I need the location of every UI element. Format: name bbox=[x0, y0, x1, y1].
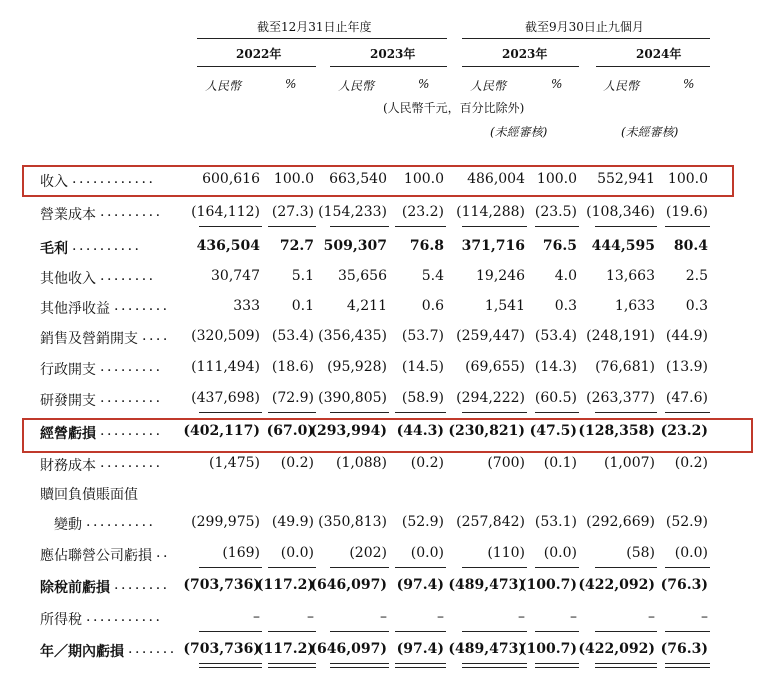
amount-cell: 1,541 bbox=[484, 298, 525, 314]
amount-cell: (646,097) bbox=[310, 577, 387, 593]
percent-cell: 5.1 bbox=[291, 268, 314, 284]
total-double-rule bbox=[462, 663, 527, 668]
year-header-2022: 2022年 bbox=[236, 47, 282, 61]
amount-cell: 333 bbox=[233, 298, 260, 314]
subtotal-rule bbox=[395, 412, 446, 413]
subtotal-rule bbox=[595, 226, 657, 227]
amount-cell: (292,669) bbox=[586, 514, 655, 530]
row-label: 其他收入 bbox=[40, 271, 96, 287]
amount-cell: 436,504 bbox=[196, 238, 260, 254]
amount-cell: 4,211 bbox=[346, 298, 387, 314]
percent-cell: (13.9) bbox=[665, 359, 708, 375]
percent-header: % bbox=[418, 77, 430, 91]
amount-cell: (1,007) bbox=[603, 455, 655, 471]
row-label: 經營虧損 bbox=[40, 426, 96, 442]
subtotal-rule bbox=[330, 631, 389, 632]
leader-dots: ........ bbox=[100, 268, 156, 284]
subtotal-rule bbox=[535, 567, 579, 568]
percent-header: % bbox=[683, 77, 695, 91]
row-label: 變動 bbox=[40, 517, 82, 533]
amount-cell: 35,656 bbox=[338, 268, 387, 284]
percent-cell: (117.2) bbox=[256, 577, 314, 593]
unaudited-note-2024: (未經審核) bbox=[621, 125, 679, 139]
leader-dots: ......... bbox=[100, 359, 163, 375]
amount-cell: (257,842) bbox=[456, 514, 525, 530]
percent-cell: – bbox=[701, 609, 708, 625]
amount-cell: 509,307 bbox=[323, 238, 387, 254]
percent-cell: (60.5) bbox=[534, 390, 577, 406]
amount-cell: (350,813) bbox=[318, 514, 387, 530]
amount-cell: (1,475) bbox=[208, 455, 260, 471]
percent-cell: 0.3 bbox=[685, 298, 708, 314]
percent-cell: (53.1) bbox=[534, 514, 577, 530]
leader-dots: .......... bbox=[72, 238, 142, 254]
row-label: 收入 bbox=[40, 174, 68, 190]
subtotal-rule bbox=[665, 631, 710, 632]
amount-cell: (422,092) bbox=[578, 577, 655, 593]
amount-cell: 30,747 bbox=[211, 268, 260, 284]
amount-cell: 19,246 bbox=[476, 268, 525, 284]
percent-cell: (0.0) bbox=[410, 545, 444, 561]
amount-cell: (356,435) bbox=[318, 328, 387, 344]
percent-cell: (44.3) bbox=[396, 423, 444, 439]
percent-cell: (18.6) bbox=[271, 359, 314, 375]
year-rule-3 bbox=[462, 66, 579, 67]
leader-dots: .. bbox=[156, 545, 170, 561]
amount-cell: (164,112) bbox=[191, 204, 260, 220]
leader-dots: ......... bbox=[100, 423, 163, 439]
subtotal-rule bbox=[665, 412, 710, 413]
subtotal-rule bbox=[535, 412, 579, 413]
year-header-2023-9m: 2023年 bbox=[502, 47, 548, 61]
subtotal-rule bbox=[462, 567, 527, 568]
leader-dots: ........ bbox=[114, 298, 170, 314]
percent-cell: 0.6 bbox=[421, 298, 444, 314]
percent-cell: (23.5) bbox=[534, 204, 577, 220]
percent-cell: (23.2) bbox=[660, 423, 708, 439]
leader-dots: ......... bbox=[100, 390, 163, 406]
amount-cell: (703,736) bbox=[183, 577, 260, 593]
leader-dots: ........... bbox=[86, 609, 163, 625]
amount-cell: (76,681) bbox=[595, 359, 655, 375]
amount-cell: (422,092) bbox=[578, 641, 655, 657]
amount-cell: (114,288) bbox=[456, 204, 525, 220]
leader-dots: ......... bbox=[100, 204, 163, 220]
percent-cell: 100.0 bbox=[273, 171, 314, 187]
percent-cell: – bbox=[437, 609, 444, 625]
percent-cell: 100.0 bbox=[536, 171, 577, 187]
amount-cell: (320,509) bbox=[191, 328, 260, 344]
leader-dots: .......... bbox=[86, 514, 156, 530]
percent-cell: 80.4 bbox=[673, 238, 708, 254]
leader-dots: ............ bbox=[72, 171, 156, 187]
subtotal-rule bbox=[268, 631, 316, 632]
subtotal-rule bbox=[395, 567, 446, 568]
subtotal-rule bbox=[199, 412, 262, 413]
total-double-rule bbox=[595, 663, 657, 668]
percent-cell: (0.0) bbox=[543, 545, 577, 561]
highlight-revenue bbox=[22, 165, 734, 197]
percent-cell: (19.6) bbox=[665, 204, 708, 220]
amount-cell: (169) bbox=[222, 545, 260, 561]
amount-cell: (299,975) bbox=[191, 514, 260, 530]
percent-cell: 72.7 bbox=[279, 238, 314, 254]
leader-dots: ....... bbox=[128, 641, 177, 657]
currency-header: 人民幣 bbox=[470, 79, 507, 93]
subtotal-rule bbox=[462, 412, 527, 413]
highlight-operating-loss bbox=[22, 418, 753, 453]
year-header-2023: 2023年 bbox=[370, 47, 416, 61]
amount-cell: 444,595 bbox=[591, 238, 655, 254]
amount-cell: (108,346) bbox=[586, 204, 655, 220]
year-rule-2 bbox=[330, 66, 447, 67]
percent-cell: (49.9) bbox=[271, 514, 314, 530]
amount-cell: (202) bbox=[349, 545, 387, 561]
amount-cell: (263,377) bbox=[586, 390, 655, 406]
percent-cell: (58.9) bbox=[401, 390, 444, 406]
amount-cell: (390,805) bbox=[318, 390, 387, 406]
subtotal-rule bbox=[330, 412, 389, 413]
percent-cell: (0.2) bbox=[410, 455, 444, 471]
subtotal-rule bbox=[665, 567, 710, 568]
amount-cell: (248,191) bbox=[586, 328, 655, 344]
currency-header: 人民幣 bbox=[205, 79, 242, 93]
percent-cell: (14.3) bbox=[534, 359, 577, 375]
subtotal-rule bbox=[462, 631, 527, 632]
year-header-2024-9m: 2024年 bbox=[636, 47, 682, 61]
subtotal-rule bbox=[199, 631, 262, 632]
amount-cell: (110) bbox=[487, 545, 525, 561]
percent-cell: (53.4) bbox=[271, 328, 314, 344]
percent-cell: (47.5) bbox=[529, 423, 577, 439]
row-label: 贖回負債賬面值 bbox=[40, 487, 138, 503]
percent-cell: (67.0) bbox=[266, 423, 314, 439]
subtotal-rule bbox=[268, 412, 316, 413]
percent-cell: (14.5) bbox=[401, 359, 444, 375]
total-double-rule bbox=[268, 663, 316, 668]
amount-cell: – bbox=[648, 609, 655, 625]
amount-cell: – bbox=[253, 609, 260, 625]
percent-cell: (52.9) bbox=[665, 514, 708, 530]
amount-cell: (293,994) bbox=[310, 423, 387, 439]
percent-cell: 76.8 bbox=[409, 238, 444, 254]
row-label: 財務成本 bbox=[40, 458, 96, 474]
row-label: 所得稅 bbox=[40, 612, 82, 628]
percent-cell: (100.7) bbox=[519, 577, 577, 593]
percent-cell: (0.0) bbox=[674, 545, 708, 561]
percent-cell: 0.1 bbox=[291, 298, 314, 314]
percent-cell: (100.7) bbox=[519, 641, 577, 657]
percent-cell: – bbox=[307, 609, 314, 625]
amount-cell: (58) bbox=[626, 545, 655, 561]
amount-cell: – bbox=[380, 609, 387, 625]
subtotal-rule bbox=[595, 412, 657, 413]
amount-cell: 600,616 bbox=[202, 171, 260, 187]
percent-cell: (27.3) bbox=[271, 204, 314, 220]
amount-cell: (111,494) bbox=[191, 359, 260, 375]
amount-cell: (128,358) bbox=[578, 423, 655, 439]
total-double-rule bbox=[665, 663, 710, 668]
amount-cell: (259,447) bbox=[456, 328, 525, 344]
amount-cell: (154,233) bbox=[318, 204, 387, 220]
unit-note: (人民幣千元，百分比除外) bbox=[383, 101, 525, 115]
amount-cell: 552,941 bbox=[597, 171, 655, 187]
percent-cell: (76.3) bbox=[660, 641, 708, 657]
amount-cell: (703,736) bbox=[183, 641, 260, 657]
subtotal-rule bbox=[462, 226, 527, 227]
percent-cell: (53.7) bbox=[401, 328, 444, 344]
percent-cell: (0.1) bbox=[543, 455, 577, 471]
row-label: 應佔聯營公司虧損 bbox=[40, 548, 152, 564]
percent-cell: (97.4) bbox=[396, 641, 444, 657]
percent-cell: (117.2) bbox=[256, 641, 314, 657]
percent-cell: (76.3) bbox=[660, 577, 708, 593]
percent-cell: 4.0 bbox=[554, 268, 577, 284]
amount-cell: (489,473) bbox=[448, 641, 525, 657]
subtotal-rule bbox=[199, 567, 262, 568]
row-label: 研發開支 bbox=[40, 393, 96, 409]
percent-cell: 0.3 bbox=[554, 298, 577, 314]
unaudited-note-2023: (未經審核) bbox=[490, 125, 548, 139]
row-label: 毛利 bbox=[40, 241, 68, 257]
percent-cell: (0.0) bbox=[280, 545, 314, 561]
group-header-nine-months: 截至9月30日止九個月 bbox=[525, 20, 644, 34]
group-rule-1 bbox=[197, 38, 447, 39]
subtotal-rule bbox=[268, 226, 316, 227]
amount-cell: – bbox=[518, 609, 525, 625]
subtotal-rule bbox=[268, 567, 316, 568]
amount-cell: (402,117) bbox=[183, 423, 260, 439]
percent-cell: – bbox=[570, 609, 577, 625]
subtotal-rule bbox=[395, 631, 446, 632]
row-label: 營業成本 bbox=[40, 207, 96, 223]
subtotal-rule bbox=[330, 567, 389, 568]
subtotal-rule bbox=[595, 631, 657, 632]
percent-cell: 100.0 bbox=[403, 171, 444, 187]
amount-cell: 371,716 bbox=[461, 238, 525, 254]
currency-header: 人民幣 bbox=[603, 79, 640, 93]
amount-cell: (1,088) bbox=[335, 455, 387, 471]
percent-cell: (44.9) bbox=[665, 328, 708, 344]
amount-cell: (437,698) bbox=[191, 390, 260, 406]
percent-header: % bbox=[285, 77, 297, 91]
subtotal-rule bbox=[535, 226, 579, 227]
percent-cell: (47.6) bbox=[665, 390, 708, 406]
percent-cell: (72.9) bbox=[271, 390, 314, 406]
total-double-rule bbox=[330, 663, 389, 668]
group-rule-2 bbox=[462, 38, 710, 39]
total-double-rule bbox=[395, 663, 446, 668]
percent-cell: (97.4) bbox=[396, 577, 444, 593]
percent-cell: (23.2) bbox=[401, 204, 444, 220]
percent-cell: 76.5 bbox=[542, 238, 577, 254]
percent-cell: (0.2) bbox=[280, 455, 314, 471]
amount-cell: (230,821) bbox=[448, 423, 525, 439]
percent-header: % bbox=[551, 77, 563, 91]
row-label: 除稅前虧損 bbox=[40, 580, 110, 596]
percent-cell: 2.5 bbox=[685, 268, 708, 284]
percent-cell: 5.4 bbox=[421, 268, 444, 284]
row-label: 銷售及營銷開支 bbox=[40, 331, 138, 347]
leader-dots: ......... bbox=[100, 455, 163, 471]
subtotal-rule bbox=[395, 226, 446, 227]
amount-cell: (294,222) bbox=[456, 390, 525, 406]
amount-cell: 663,540 bbox=[329, 171, 387, 187]
percent-cell: (53.4) bbox=[534, 328, 577, 344]
total-double-rule bbox=[535, 663, 579, 668]
amount-cell: 1,633 bbox=[614, 298, 655, 314]
year-rule-1 bbox=[197, 66, 316, 67]
row-label: 行政開支 bbox=[40, 362, 96, 378]
row-label: 其他淨收益 bbox=[40, 301, 110, 317]
percent-cell: 100.0 bbox=[667, 171, 708, 187]
amount-cell: 486,004 bbox=[467, 171, 525, 187]
amount-cell: (700) bbox=[487, 455, 525, 471]
leader-dots: .... bbox=[142, 328, 170, 344]
amount-cell: (489,473) bbox=[448, 577, 525, 593]
amount-cell: (69,655) bbox=[465, 359, 525, 375]
total-double-rule bbox=[199, 663, 262, 668]
subtotal-rule bbox=[665, 226, 710, 227]
subtotal-rule bbox=[535, 631, 579, 632]
subtotal-rule bbox=[595, 567, 657, 568]
year-rule-4 bbox=[596, 66, 710, 67]
amount-cell: (95,928) bbox=[327, 359, 387, 375]
percent-cell: (52.9) bbox=[401, 514, 444, 530]
amount-cell: 13,663 bbox=[606, 268, 655, 284]
subtotal-rule bbox=[330, 226, 389, 227]
percent-cell: (0.2) bbox=[674, 455, 708, 471]
subtotal-rule bbox=[199, 226, 262, 227]
group-header-year-ended: 截至12月31日止年度 bbox=[257, 20, 372, 34]
leader-dots: ........ bbox=[114, 577, 170, 593]
row-label: 年／期內虧損 bbox=[40, 644, 124, 660]
currency-header: 人民幣 bbox=[338, 79, 375, 93]
amount-cell: (646,097) bbox=[310, 641, 387, 657]
